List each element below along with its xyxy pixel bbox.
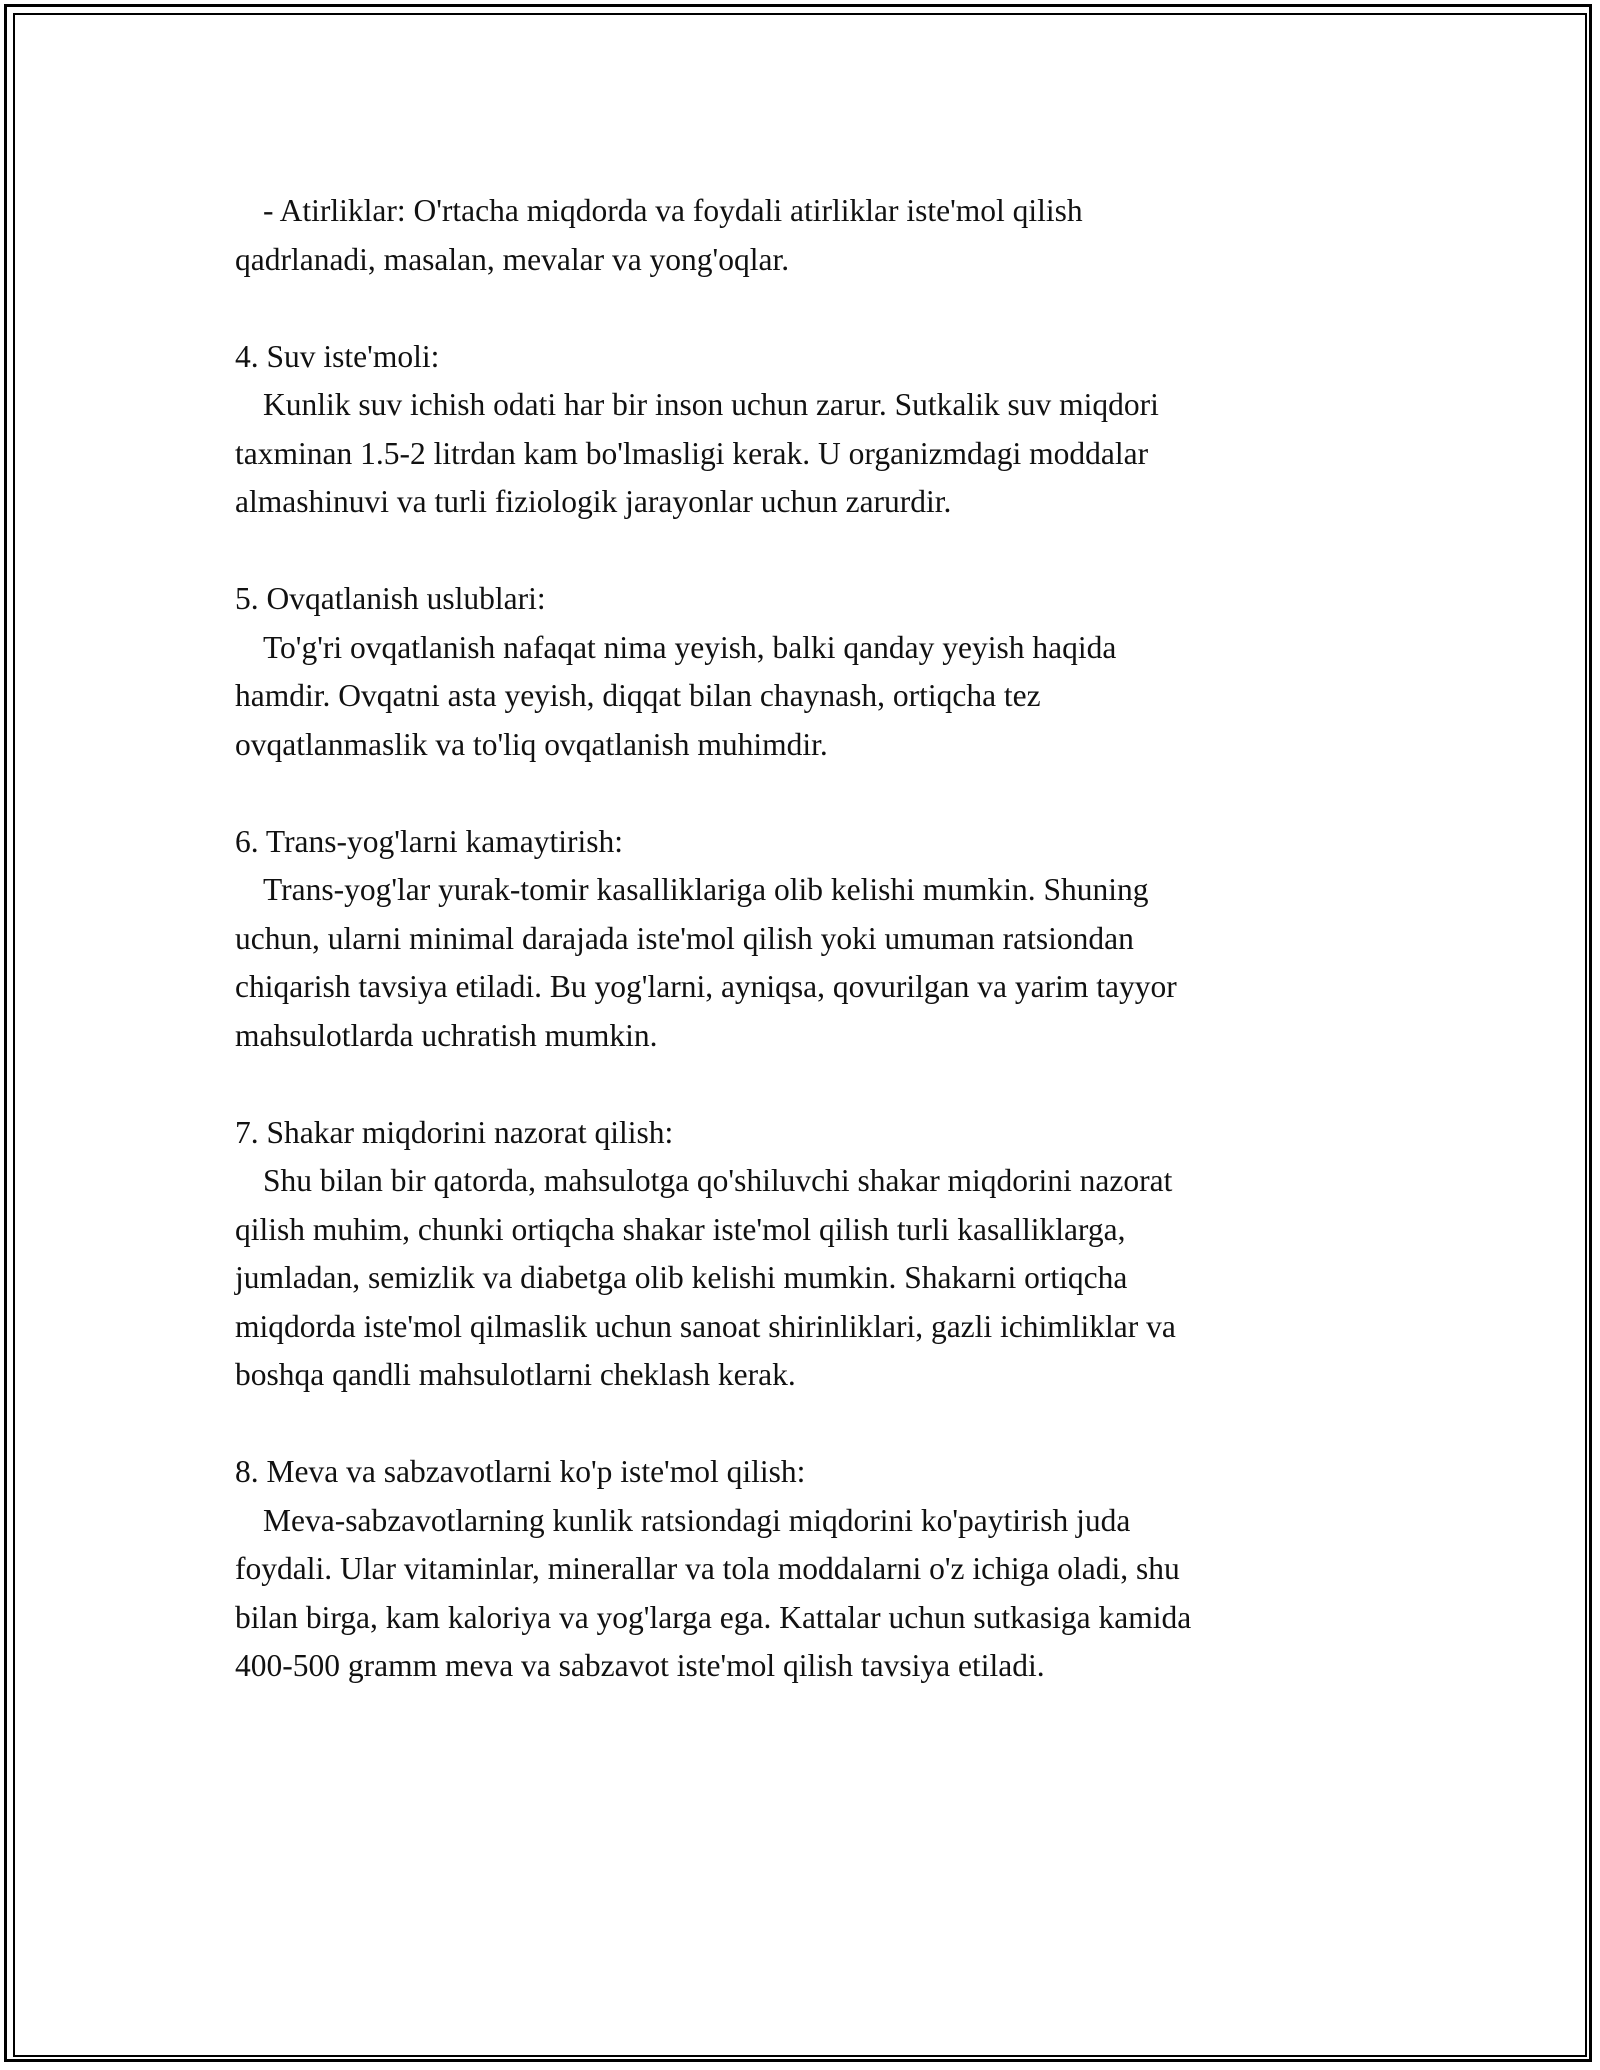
document-page xyxy=(235,187,1395,1739)
text-line: almashinuvi va turli fiziologik jarayonlar uchun zarurdir. xyxy=(235,484,952,519)
text-line: Trans-yog'lar yurak-tomir kasalliklariga olib kelishi mumkin. Shuning xyxy=(263,872,1149,907)
section-trans-fats xyxy=(235,818,1395,1061)
section-eating-styles xyxy=(235,575,1395,769)
section-heading: 6. Trans-yog'larni kamaytirish: xyxy=(235,823,624,859)
text-line: 400-500 gramm meva va sabzavot iste'mol qilish tavsiya etiladi. xyxy=(235,1648,1045,1683)
section-heading: 8. Meva va sabzavotlarni ko'p iste'mol qilish: xyxy=(235,1454,806,1489)
intro-paragraph xyxy=(235,187,1395,284)
text-line: uchun, ularni minimal darajada iste'mol qilish yoki umuman ratsiondan xyxy=(235,920,1134,956)
section-fruits-vegetables xyxy=(235,1448,1395,1691)
section-sugar-control xyxy=(235,1109,1395,1400)
text-line: boshqa qandli mahsulotlarni cheklash kerak. xyxy=(235,1357,796,1392)
text-line: qadrlanadi, masalan, mevalar va yong'oqlar. xyxy=(235,241,790,277)
text-line: foydali. Ular vitaminlar, minerallar va tola moddalarni o'z ichiga oladi, shu xyxy=(235,1551,1180,1586)
text-line: chiqarish tavsiya etiladi. Bu yog'larni, ayniqsa, qovurilgan va yarim tayyor xyxy=(235,969,1177,1004)
text-line: miqdorda iste'mol qilmaslik uchun sanoat shirinliklari, gazli ichimliklar va xyxy=(235,1308,1176,1344)
text-line: Kunlik suv ichish odati har bir inson uchun zarur. Sutkalik suv miqdori xyxy=(263,387,1159,422)
text-line: hamdir. Ovqatni asta yeyish, diqqat bilan chaynash, ortiqcha tez xyxy=(235,678,1041,713)
text-line: ovqatlanmaslik va to'liq ovqatlanish muhimdir. xyxy=(235,726,828,762)
text-line: Shu bilan bir qatorda, mahsulotga qo'shiluvchi shakar miqdorini nazorat xyxy=(263,1163,1173,1198)
text-line: qilish muhim, chunki ortiqcha shakar iste'mol qilish turli kasalliklarga, xyxy=(235,1211,1126,1247)
text-line: - Atirliklar: O'rtacha miqdorda va foydali atirliklar iste'mol qilish xyxy=(263,193,1083,228)
text-line: Meva-sabzavotlarning kunlik ratsiondagi miqdorini ko'paytirish juda xyxy=(263,1502,1131,1538)
text-line: taxminan 1.5-2 litrdan kam bo'lmasligi kerak. U organizmdagi moddalar xyxy=(235,435,1149,471)
section-heading: 5. Ovqatlanish uslublari: xyxy=(235,581,546,616)
text-line: mahsulotlarda uchratish mumkin. xyxy=(235,1017,658,1053)
text-line: To'g'ri ovqatlanish nafaqat nima yeyish, balki qanday yeyish haqida xyxy=(263,629,1117,665)
text-line: jumladan, semizlik va diabetga olib kelishi mumkin. Shakarni ortiqcha xyxy=(235,1260,1128,1295)
section-heading: 7. Shakar miqdorini nazorat qilish: xyxy=(235,1114,674,1150)
section-water xyxy=(235,333,1395,527)
section-heading: 4. Suv iste'moli: xyxy=(235,338,440,374)
text-line: bilan birga, kam kaloriya va yog'larga ega. Kattalar uchun sutkasiga kamida xyxy=(235,1599,1192,1635)
